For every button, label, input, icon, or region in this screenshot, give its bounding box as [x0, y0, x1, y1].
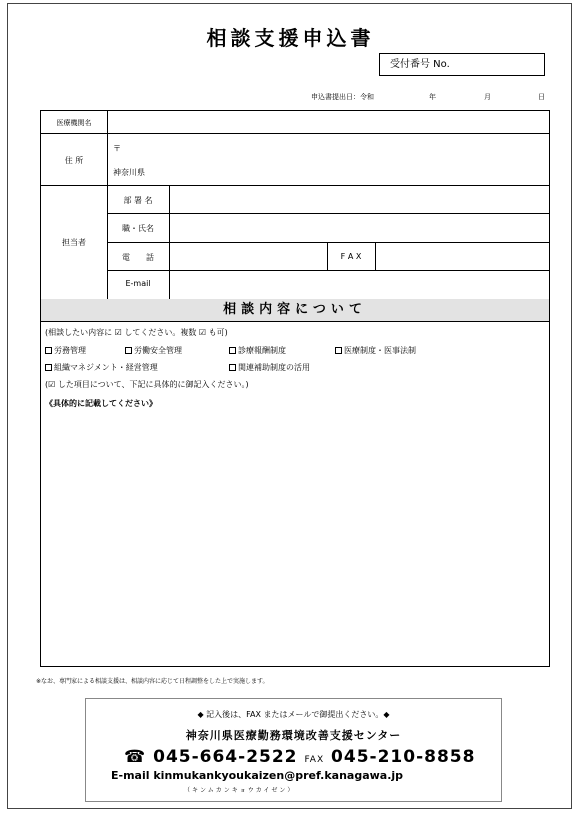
phone-field[interactable] — [170, 243, 326, 269]
institution-name-field[interactable] — [108, 112, 548, 132]
receipt-number-label: 受付番号 No. — [390, 59, 450, 70]
consultation-instruction: (相談したい内容に ☑ してください。複数 ☑ も可) — [45, 328, 228, 337]
prefecture-text: 神奈川県 — [113, 168, 145, 177]
checkbox[interactable] — [125, 347, 132, 354]
email-kana-reading: （キンムカンキョウカイゼン） — [184, 787, 296, 794]
position-name-label: 職・氏名 — [122, 224, 154, 233]
contact-person-label: 担当者 — [62, 238, 86, 247]
option-subsidy-use[interactable]: 関連補助制度の活用 — [229, 362, 310, 373]
phone-label: 電 話 — [122, 253, 154, 262]
detail-prompt: 《具体的に記載してください》 — [45, 399, 157, 408]
support-center-name: 神奈川県医療勤務環境改善支援センター — [185, 729, 402, 742]
email-tag: E-mail — [111, 769, 150, 782]
fax-tag: FAX — [304, 755, 325, 765]
option-organization-management[interactable]: 組織マネジメント・経営管理 — [45, 362, 158, 373]
institution-name-label: 医療機関名 — [56, 119, 92, 127]
option-medical-law[interactable]: 医療制度・医事法制 — [335, 345, 416, 356]
row-divider — [41, 133, 549, 134]
fax-number: 045-210-8858 — [331, 747, 476, 767]
option-labor-management[interactable]: 労務管理 — [45, 345, 86, 356]
receipt-number-box[interactable] — [379, 53, 545, 76]
row-divider — [41, 321, 549, 322]
email-field[interactable] — [170, 271, 550, 298]
department-field[interactable] — [170, 186, 550, 212]
column-divider — [107, 111, 108, 299]
email-label: E-mail — [125, 279, 151, 288]
follow-instruction: (☑ した項目について、下記に具体的に御記入ください。) — [45, 380, 249, 389]
date-day-label: 日 — [538, 93, 545, 101]
address-label: 住 所 — [64, 156, 84, 165]
submission-note: ◆ 記入後は、FAX またはメールで御提出ください。◆ — [197, 710, 390, 719]
postal-mark: 〒 — [113, 144, 121, 153]
page-title: 相談支援申込書 — [206, 26, 375, 50]
option-medical-fee-system[interactable]: 診療報酬制度 — [229, 345, 286, 356]
phone-icon: ☎ — [124, 747, 147, 767]
phone-number: 045-664-2522 — [153, 747, 298, 767]
application-form-page — [7, 3, 572, 809]
checkbox[interactable] — [229, 347, 236, 354]
option-labor-safety[interactable]: 労働安全管理 — [125, 345, 182, 356]
footnote: ※なお、専門家による相談支援は、相談内容に応じて日程調整をした上で実施します。 — [36, 678, 269, 685]
checkbox[interactable] — [45, 364, 52, 371]
application-form-table — [40, 110, 550, 667]
consultation-heading: 相談内容について — [41, 299, 549, 321]
contact-info-box — [85, 698, 502, 802]
date-year-label: 年 — [429, 93, 436, 101]
email-address[interactable]: kinmukankyoukaizen@pref.kanagawa.jp — [153, 769, 404, 782]
date-month-label: 月 — [484, 93, 491, 101]
position-name-field[interactable] — [170, 214, 550, 241]
contact-email — [111, 769, 403, 782]
fax-field[interactable] — [376, 243, 548, 269]
consultation-detail-field[interactable] — [43, 411, 547, 663]
fax-label: F A X — [340, 252, 362, 261]
contact-phone-fax — [124, 747, 475, 767]
department-label: 部 署 名 — [123, 196, 153, 205]
submission-date-label: 申込書提出日：令和 — [311, 93, 374, 101]
checkbox[interactable] — [335, 347, 342, 354]
checkbox[interactable] — [45, 347, 52, 354]
checkbox[interactable] — [229, 364, 236, 371]
